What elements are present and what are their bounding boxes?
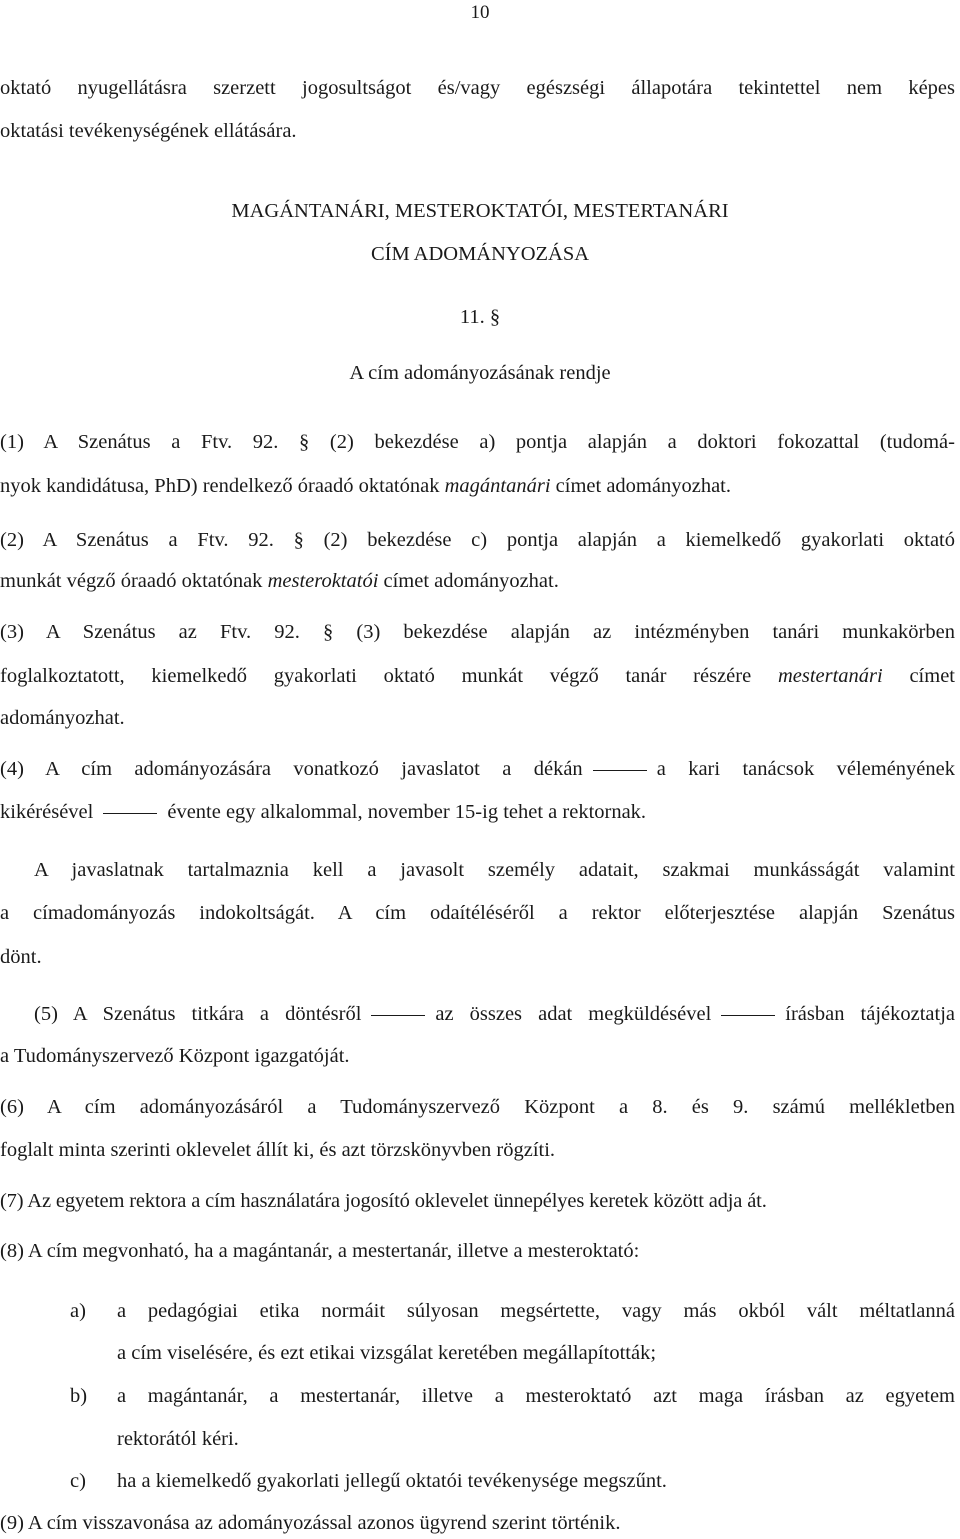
paragraph-9-line-1: (9) A cím visszavonása az adományozással azonos ügyrend szerint történik. <box>0 1512 621 1534</box>
list-item-label: c) <box>70 1470 86 1492</box>
list-item-label: b) <box>70 1385 88 1407</box>
paragraph-4-line-2: kikérésével évente egy alkalommal, november 15-ig tehet a rektornak. <box>0 801 647 823</box>
list-item-a-line-1: a pedagógiai etika normáit súlyosan megsértette, vagy más okból vált méltatlanná <box>117 1300 955 1322</box>
list-item-label: a) <box>70 1300 86 1322</box>
list-item-c-line-1: ha a kiemelkedő gyakorlati jellegű oktatói tevékenysége megszűnt. <box>117 1470 667 1492</box>
intro-line-2: oktatási tevékenységének ellátására. <box>0 120 297 142</box>
paragraph-4b-line-1: A javaslatnak tartalmaznia kell a javasolt személy adatait, szakmai munkásságát valamint <box>34 859 955 881</box>
paragraph-6-line-1: (6) A cím adományozásáról a Tudományszervező Központ a 8. és 9. számú mellékletben <box>0 1096 955 1118</box>
paragraph-3-line-3: adományozhat. <box>0 707 125 729</box>
em-dash <box>721 1015 775 1017</box>
paragraph-5-line-1: (5) A Szenátus titkára a döntésről az összes adat megküldésével írásban tájékoztatja <box>34 1003 955 1025</box>
section-number: 11. § <box>459 306 501 328</box>
term-mesteroktatoi: mesteroktatói <box>267 570 379 592</box>
paragraph-6-line-2: foglalt minta szerinti oklevelet állít ki, és azt törzskönyvben rögzíti. <box>0 1139 556 1161</box>
intro-line-1: oktató nyugellátásra szerzett jogosultságot és/vagy egészségi állapotára tekintettel nem képes <box>0 77 955 99</box>
section-title: A cím adományozásának rendje <box>349 362 611 384</box>
paragraph-2-line-2: munkát végző óraadó oktatónak mesteroktatói címet adományozhat. <box>0 570 559 592</box>
paragraph-1-line-1: (1) A Szenátus a Ftv. 92. § (2) bekezdése a) pontja alapján a doktori fokozattal (tudomá- <box>0 431 955 453</box>
paragraph-4b-line-2: a címadományozás indokoltságát. A cím odaítéléséről a rektor előterjesztése alapján Szenátus <box>0 902 955 924</box>
term-mestertanari: mestertanári <box>777 665 883 687</box>
page-number: 10 <box>470 2 490 23</box>
paragraph-4-line-1: (4) A cím adományozására vonatkozó javaslatot a dékán a kari tanácsok véleményének <box>0 758 956 780</box>
paragraph-8-line-1: (8) A cím megvonható, ha a magántanár, a mestertanár, illetve a mesteroktató: <box>0 1240 640 1262</box>
list-item-b-line-1: a magántanár, a mestertanár, illetve a mesteroktató azt maga írásban az egyetem <box>117 1385 955 1407</box>
paragraph-1-line-2: nyok kandidátusa, PhD) rendelkező óraadó oktatónak magántanári címet adományozhat. <box>0 475 731 497</box>
em-dash <box>371 1015 425 1017</box>
em-dash <box>593 770 647 772</box>
paragraph-2-line-1: (2) A Szenátus a Ftv. 92. § (2) bekezdése c) pontja alapján a kiemelkedő gyakorlati oktató <box>0 529 955 551</box>
list-item-b-line-2: rektorától kéri. <box>117 1428 239 1450</box>
paragraph-3-line-2: foglalkoztatott, kiemelkedő gyakorlati oktató munkát végző tanár részére mestertanári címet <box>0 665 955 687</box>
term-magantanari: magántanári <box>444 475 551 497</box>
paragraph-4b-line-3: dönt. <box>0 946 42 968</box>
em-dash <box>103 813 157 815</box>
paragraph-3-line-1: (3) A Szenátus az Ftv. 92. § (3) bekezdése alapján az intézményben tanári munkakörben <box>0 621 955 643</box>
chapter-title-line-1: MAGÁNTANÁRI, MESTEROKTATÓI, MESTERTANÁRI <box>231 200 729 222</box>
chapter-title-line-2: CÍM ADOMÁNYOZÁSA <box>370 243 590 265</box>
list-item-a-line-2: a cím viselésére, és ezt etikai vizsgálat keretében megállapították; <box>117 1342 657 1364</box>
paragraph-5-line-2: a Tudományszervező Központ igazgatóját. <box>0 1045 350 1067</box>
paragraph-7-line-1: (7) Az egyetem rektora a cím használatára jogosító oklevelet ünnepélyes keretek között adja át. <box>0 1190 767 1212</box>
